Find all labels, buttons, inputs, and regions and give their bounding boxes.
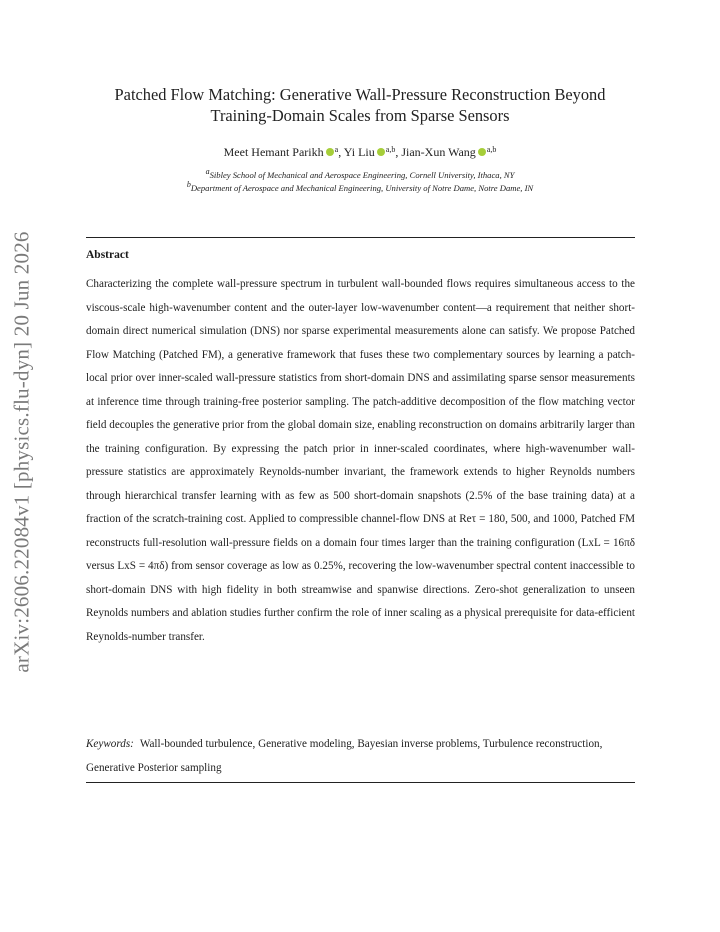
bottom-rule (86, 782, 635, 783)
author-name: Meet Hemant Parikh (223, 145, 324, 159)
author-affiliation-mark: a (334, 145, 339, 154)
orcid-icon[interactable] (326, 148, 334, 156)
affiliation-text: Department of Aerospace and Mechanical Engineering, University of Notre Dame, Notre Dame, IN (190, 183, 534, 193)
affiliation-mark: b (186, 180, 191, 189)
abstract-heading: Abstract (86, 249, 129, 261)
keywords (86, 733, 635, 780)
author-affiliation-mark: a,b (385, 145, 396, 154)
keywords-text: Wall-bounded turbulence, Generative modeling, Bayesian inverse problems, Turbulence reconstruction, Generative Posterior sampling (86, 738, 603, 774)
top-rule (86, 237, 635, 238)
keywords-label: Keywords: (86, 738, 134, 750)
abstract-paragraph: Characterizing the complete wall-pressure spectrum in turbulent wall-bounded flows requires simultaneous access to the viscous-scale high-wavenumber content and the outer-layer low-wavenumber content—a requirement that neither short-domain direct numerical simulation (DNS) nor sparse experimental measurements alone can satisfy. We propose Patched Flow Matching (Patched FM), a generative framework that fuses these two complementary sources by learning a patch-local prior over inner-scaled wall-pressure statistics from short-domain DNS and assimilating sparse sensor measurements at inference time through training-free posterior sampling. The patch-additive decomposition of the flow matching vector field decouples the generative prior from the global domain size, enabling reconstruction on domains arbitrarily larger than the training configuration. By expressing the patch prior in inner-scaled coordinates, where high-wavenumber wall-pressure statistics are approximately Reynolds-number invariant, the framework extends to higher Reynolds numbers through hierarchical transfer learning with as few as 500 short-domain snapshots (2.5% of the base training data) at a fraction of the scratch-training cost. Applied to compressible channel-flow DNS at Reτ = 180, 500, and 1000, Patched FM reconstructs full-resolution wall-pressure fields on a domain four times larger than the training configuration (LxL = 16πδ versus LxS = 4πδ) from sensor coverage as low as 0.25%, recovering the low-wavenumber spectral content inaccessible to short-domain DNS with high fidelity in both streamwise and spanwise directions. Zero-shot generalization to unseen Reynolds numbers and ablation studies further confirm the role of inner scaling as a physical prerequisite for data-efficient Reynolds-number transfer. (86, 278, 635, 643)
paper-title: Patched Flow Matching: Generative Wall-Pressure Reconstruction Beyond Training-Domain Scales from Sparse Sensors (114, 85, 606, 125)
affiliation-line (86, 167, 634, 180)
author-name: Yi Liu (343, 145, 375, 159)
orcid-icon[interactable] (377, 148, 385, 156)
affiliation-mark: a (205, 167, 210, 176)
author-list: Meet Hemant Parikh $^a$, Yi Liu $^{a,b}$, Jian-Xun Wang $^{a,b}$ (223, 145, 497, 159)
affiliation-line (86, 180, 634, 193)
affiliation-text: Sibley School of Mechanical and Aerospace Engineering, Cornell University, Ithaca, NY (209, 170, 515, 180)
author-name: Jian-Xun Wang (401, 145, 476, 159)
arxiv-stamp-text: arXiv:2606.22084v1 [physics.flu-dyn] 20 Jun 2026 (9, 231, 34, 673)
author-affiliation-mark: a,b (486, 145, 497, 154)
abstract-text (86, 273, 635, 649)
orcid-icon[interactable] (478, 148, 486, 156)
